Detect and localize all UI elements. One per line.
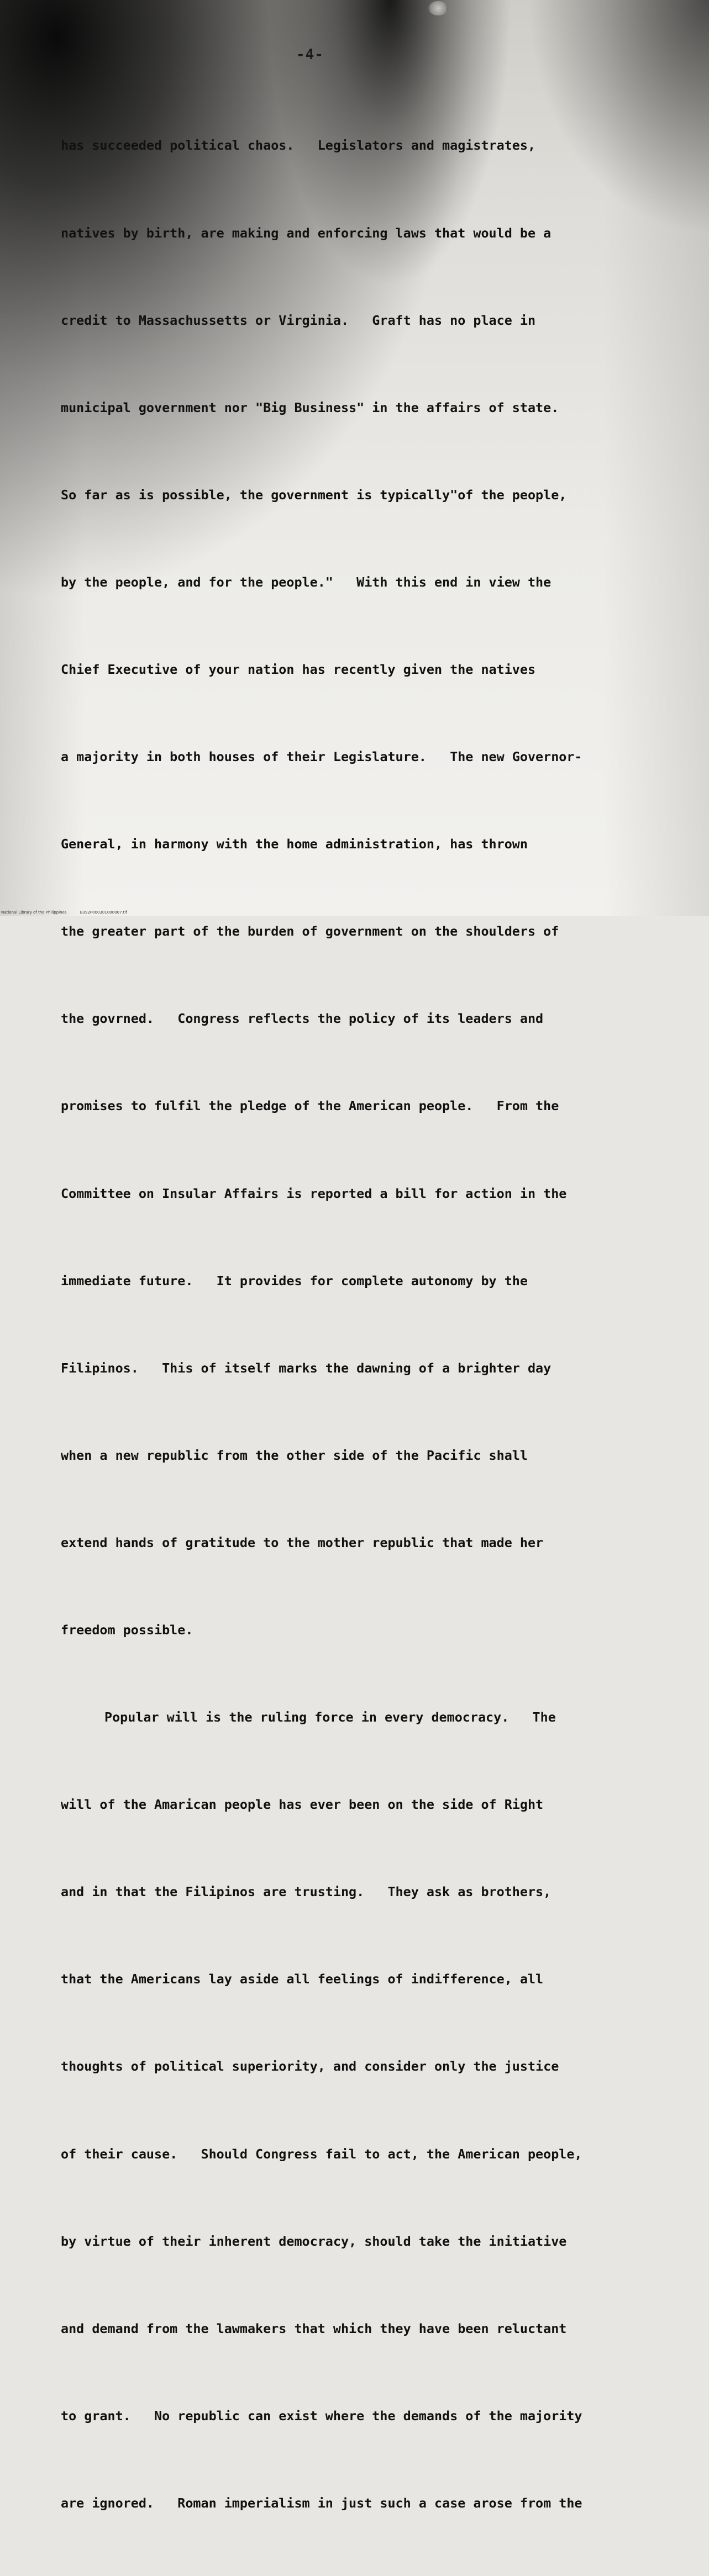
text-line: So far as is possible, the government is typically"of the people, xyxy=(61,487,567,503)
text-line: to grant. No republic can exist where the demands of the majority xyxy=(61,2408,582,2424)
text-line: are ignored. Roman imperialism in just such a case arose from the xyxy=(61,2495,582,2511)
text-line: has succeeded political chaos. Legislators and magistrates, xyxy=(61,138,536,154)
library-credit: National Library of the Philippines xyxy=(1,910,67,915)
page-number: -4- xyxy=(296,46,324,63)
text-line: a majority in both houses of their Legislature. The new Governor- xyxy=(61,749,582,765)
text-line: and demand from the lawmakers that which they have been reluctant xyxy=(61,2320,567,2336)
text-line: will of the Amarican people has ever been on the side of Right xyxy=(61,1797,544,1813)
text-line: Popular will is the ruling force in every democracy. The xyxy=(104,1709,556,1725)
text-line: immediate future. It provides for complete autonomy by the xyxy=(61,1273,528,1289)
text-line: freedom possible. xyxy=(61,1622,193,1638)
text-line: Chief Executive of your nation has recently given the natives xyxy=(61,661,536,677)
text-line: Filipinos. This of itself marks the dawning of a brighter day xyxy=(61,1360,552,1376)
text-line: by virtue of their inherent democracy, should take the initiative xyxy=(61,2233,567,2249)
text-line: when a new republic from the other side of the Pacific shall xyxy=(61,1447,528,1463)
text-line: municipal government nor "Big Business" in the affairs of state. xyxy=(61,399,559,415)
scan-footer xyxy=(1,910,139,915)
text-line: credit to Massachussetts or Virginia. Graft has no place in xyxy=(61,312,536,328)
text-line: Committee on Insular Affairs is reported a bill for action in the xyxy=(61,1185,567,1201)
text-line: promises to fulfil the pledge of the American people. From the xyxy=(61,1098,559,1114)
text-line: of their cause. Should Congress fail to act, the American people, xyxy=(61,2146,582,2162)
text-line: extend hands of gratitude to the mother republic that made her xyxy=(61,1534,544,1550)
file-id: B392P000301000007.tif xyxy=(80,910,127,915)
text-line: the govrned. Congress reflects the policy of its leaders and xyxy=(61,1011,544,1027)
text-line: General, in harmony with the home administration, has thrown xyxy=(61,836,528,852)
text-line: natives by birth, are making and enforcing laws that would be a xyxy=(61,225,552,241)
text-line: by the people, and for the people." With this end in view the xyxy=(61,574,552,590)
text-line: thoughts of political superiority, and consider only the justice xyxy=(61,2058,559,2074)
text-line: that the Americans lay aside all feelings of indifference, all xyxy=(61,1971,544,1987)
punch-hole xyxy=(428,1,448,15)
text-line: the greater part of the burden of government on the shoulders of xyxy=(61,923,559,939)
text-line: and in that the Filipinos are trusting. They ask as brothers, xyxy=(61,1884,552,1900)
typewritten-body xyxy=(61,73,680,2576)
